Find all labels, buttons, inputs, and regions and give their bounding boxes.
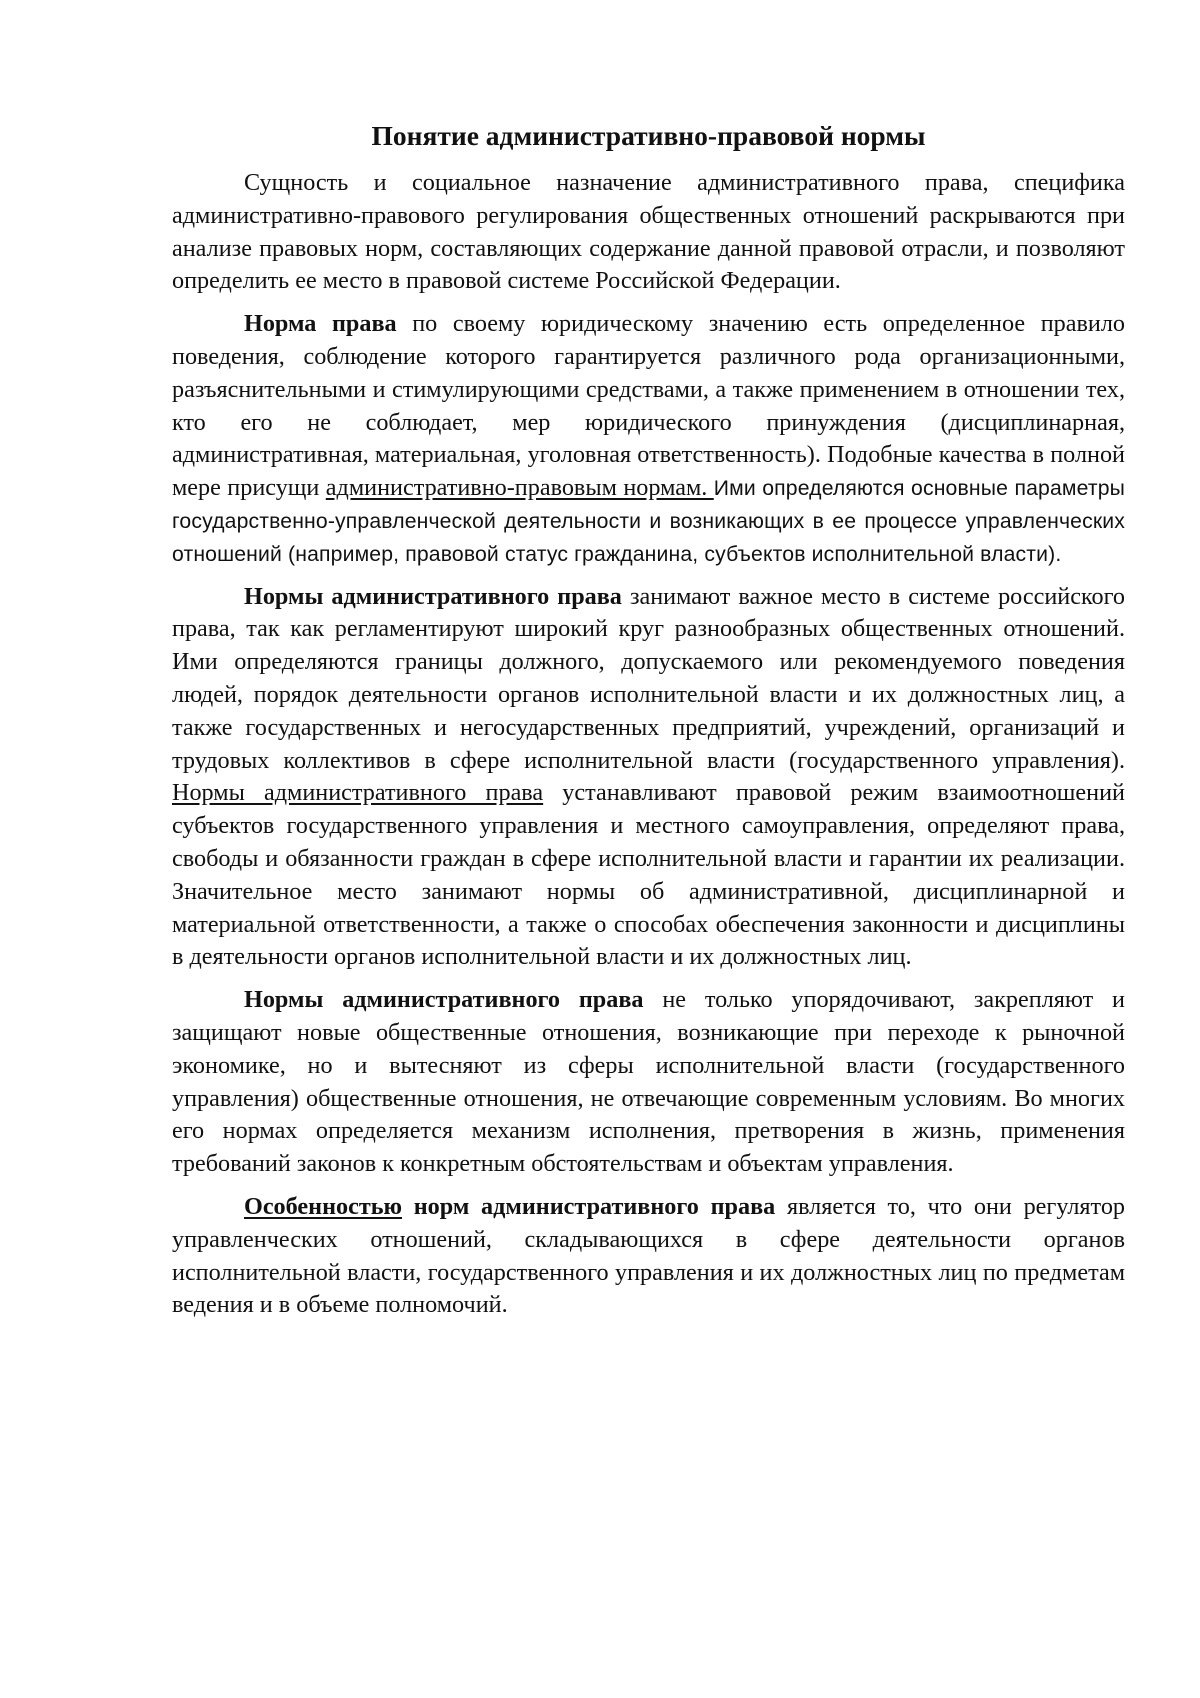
document-page — [172, 118, 1125, 1332]
paragraph-admin-law-norms — [172, 581, 1125, 975]
paragraph-legal-norm — [172, 308, 1125, 570]
paragraph-text: Сущность и социальное назначение административного права, специфика административно-правового регулирования общественных отношений раскрываются при анализе правовых норм, составляющих содержание данной правовой отрасли, и позволяют определить ее место в правовой системе Российской Федерации. — [172, 169, 1125, 295]
paragraph-features — [172, 1191, 1125, 1322]
paragraph-text: устанавливают правовой режим взаимоотношений субъектов государственного управления и местного самоуправления, определяют права, свободы и обязанности граждан в сфере исполнительной власти и гарантии их реализации. Значительное место занимают нормы об административной, дисциплинарной и материальной ответственности, а также о способах обеспечения законности и дисциплины в деятельности органов исполнительной власти и их должностных лиц. — [172, 779, 1125, 971]
paragraph-text: является то, что они регулятор управленческих отношений, складывающихся в сфере деятельности органов исполнительной власти, государственного управления и их должностных лиц по предметам ведения и в объеме полномочий. — [172, 1192, 1126, 1319]
term-admin-law-norms: норм административного права — [402, 1192, 776, 1220]
paragraph-text: не только упорядочивают, закрепляют и защищают новые общественные отношения, возникающие при переходе к рыночной экономике, но и вытесняют из сферы исполнительной власти (государственного управления) общественные отношения, не отвечающие современным условиям. Во многих его нормах определяется механизм исполнения, претворения в жизнь, применения требований законов к конкретным обстоятельствам и объектам управления. — [172, 986, 1125, 1178]
paragraph-text: по своему юридическому значению есть определенное правило поведения, соблюдение которого гарантируется различного рода организационными, разъяснительными и стимулирующими средствами, а также применением в отношении тех, кто его не соблюдает, мер юридического принуждения (дисциплинарная, административная, материальная, уголовная ответственность). Подобные качества в полной мере присущи — [172, 310, 1125, 502]
term-feature: Особенностью — [244, 1192, 403, 1220]
paragraph-text-sans: Ими определяются основные параметры государственно-управленческой деятельности и возникающих в ее процессе управленческих отношений (например, правовой статус гражданина, субъектов исполнительной власти). — [172, 477, 1126, 566]
term-norm-of-law: Норма права — [244, 310, 397, 338]
page-title: Понятие административно-правовой нормы — [371, 120, 926, 151]
paragraph-text: занимают важное место в системе российского права, так как регламентируют широкий круг разнообразных общественных отношений. Ими определяются границы должного, допускаемого или рекомендуемого поведения людей, порядок деятельности органов исполнительной власти и их должностных лиц, а также государственных и негосударственных предприятий, учреждений, организаций и трудовых коллективов в сфере исполнительной власти (государственного управления). — [172, 582, 1125, 774]
link-administrative-norms: административно-правовым нормам. — [325, 474, 714, 502]
term-admin-law-norms: Нормы административного права — [244, 582, 622, 610]
paragraph-admin-law-role — [172, 984, 1125, 1181]
paragraph-essence — [172, 167, 1125, 298]
underlined-admin-law-norms: Нормы административного права — [172, 779, 544, 807]
term-admin-law-norms: Нормы административного права — [244, 986, 644, 1014]
